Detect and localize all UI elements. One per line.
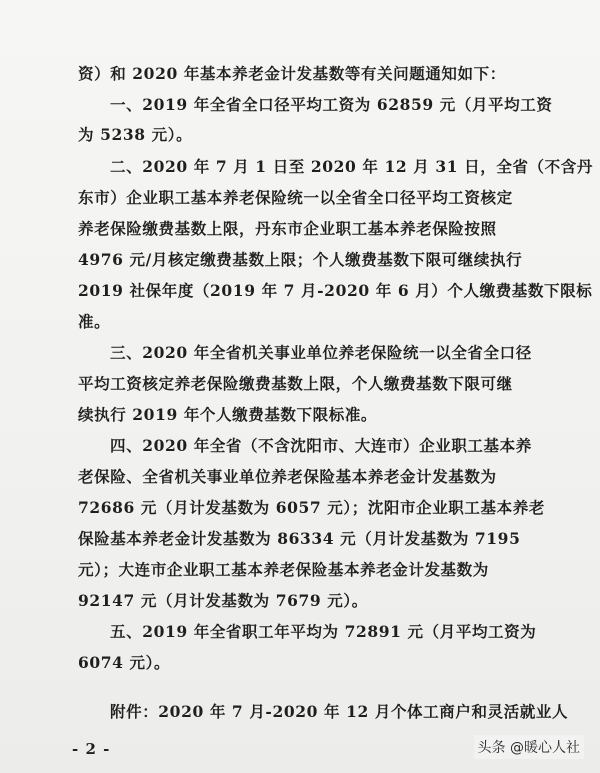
text-line: 四、2020 年全省（不含沈阳市、大连市）企业职工基本养 xyxy=(110,436,532,455)
text-line: 元）；大连市企业职工基本养老保险基本养老金计发基数为 xyxy=(78,560,489,579)
text-line: 92147 元（月计发基数为 7679 元）。 xyxy=(78,591,368,610)
text-line: 准。 xyxy=(78,312,111,331)
text-line: 二、2020 年 7 月 1 日至 2020 年 12 月 31 日，全省（不含丹 xyxy=(110,157,593,176)
text-line: 续执行 2019 年个人缴费基数下限标准。 xyxy=(78,405,378,424)
text-line: 东市）企业职工基本养老保险统一以全省全口径平均工资核定 xyxy=(78,188,513,207)
text-line: 2019 社保年度（2019 年 7 月-2020 年 6 月）个人缴费基数下限标 xyxy=(78,281,593,300)
text-line: 资）和 2020 年基本养老金计发基数等有关问题通知如下： xyxy=(78,64,506,83)
text-line: 为 5238 元）。 xyxy=(78,125,193,144)
attachment-line: 附件：2020 年 7 月-2020 年 12 月个体工商户和灵活就业人 xyxy=(110,702,569,721)
text-line: 保险基本养老金计发基数为 86334 元（月计发基数为 7195 xyxy=(78,529,521,548)
text-line: 平均工资核定养老保险缴费基数上限，个人缴费基数下限可继 xyxy=(78,374,513,393)
text-line: 6074 元）。 xyxy=(78,653,171,672)
watermark-text: 头条 @暖心人社 xyxy=(477,740,580,756)
text-line: 三、2020 年全省机关事业单位养老保险统一以全省全口径 xyxy=(110,343,532,362)
text-line: 养老保险缴费基数上限，丹东市企业职工基本养老保险按照 xyxy=(78,219,497,238)
text-line: 一、2019 年全省全口径平均工资为 62859 元（月平均工资 xyxy=(110,95,553,114)
text-line: 72686 元（月计发基数为 6057 元）；沈阳市企业职工基本养老 xyxy=(78,498,545,517)
text-line: 4976 元/月核定缴费基数上限；个人缴费基数下限可继续执行 xyxy=(78,250,523,269)
page-number: - 2 - xyxy=(72,740,111,758)
text-line: 五、2019 年全省职工年平均为 72891 元（月平均工资为 xyxy=(110,622,537,641)
text-line: 老保险、全省机关事业单位养老保险基本养老金计发基数为 xyxy=(78,467,497,486)
watermark xyxy=(474,735,584,759)
